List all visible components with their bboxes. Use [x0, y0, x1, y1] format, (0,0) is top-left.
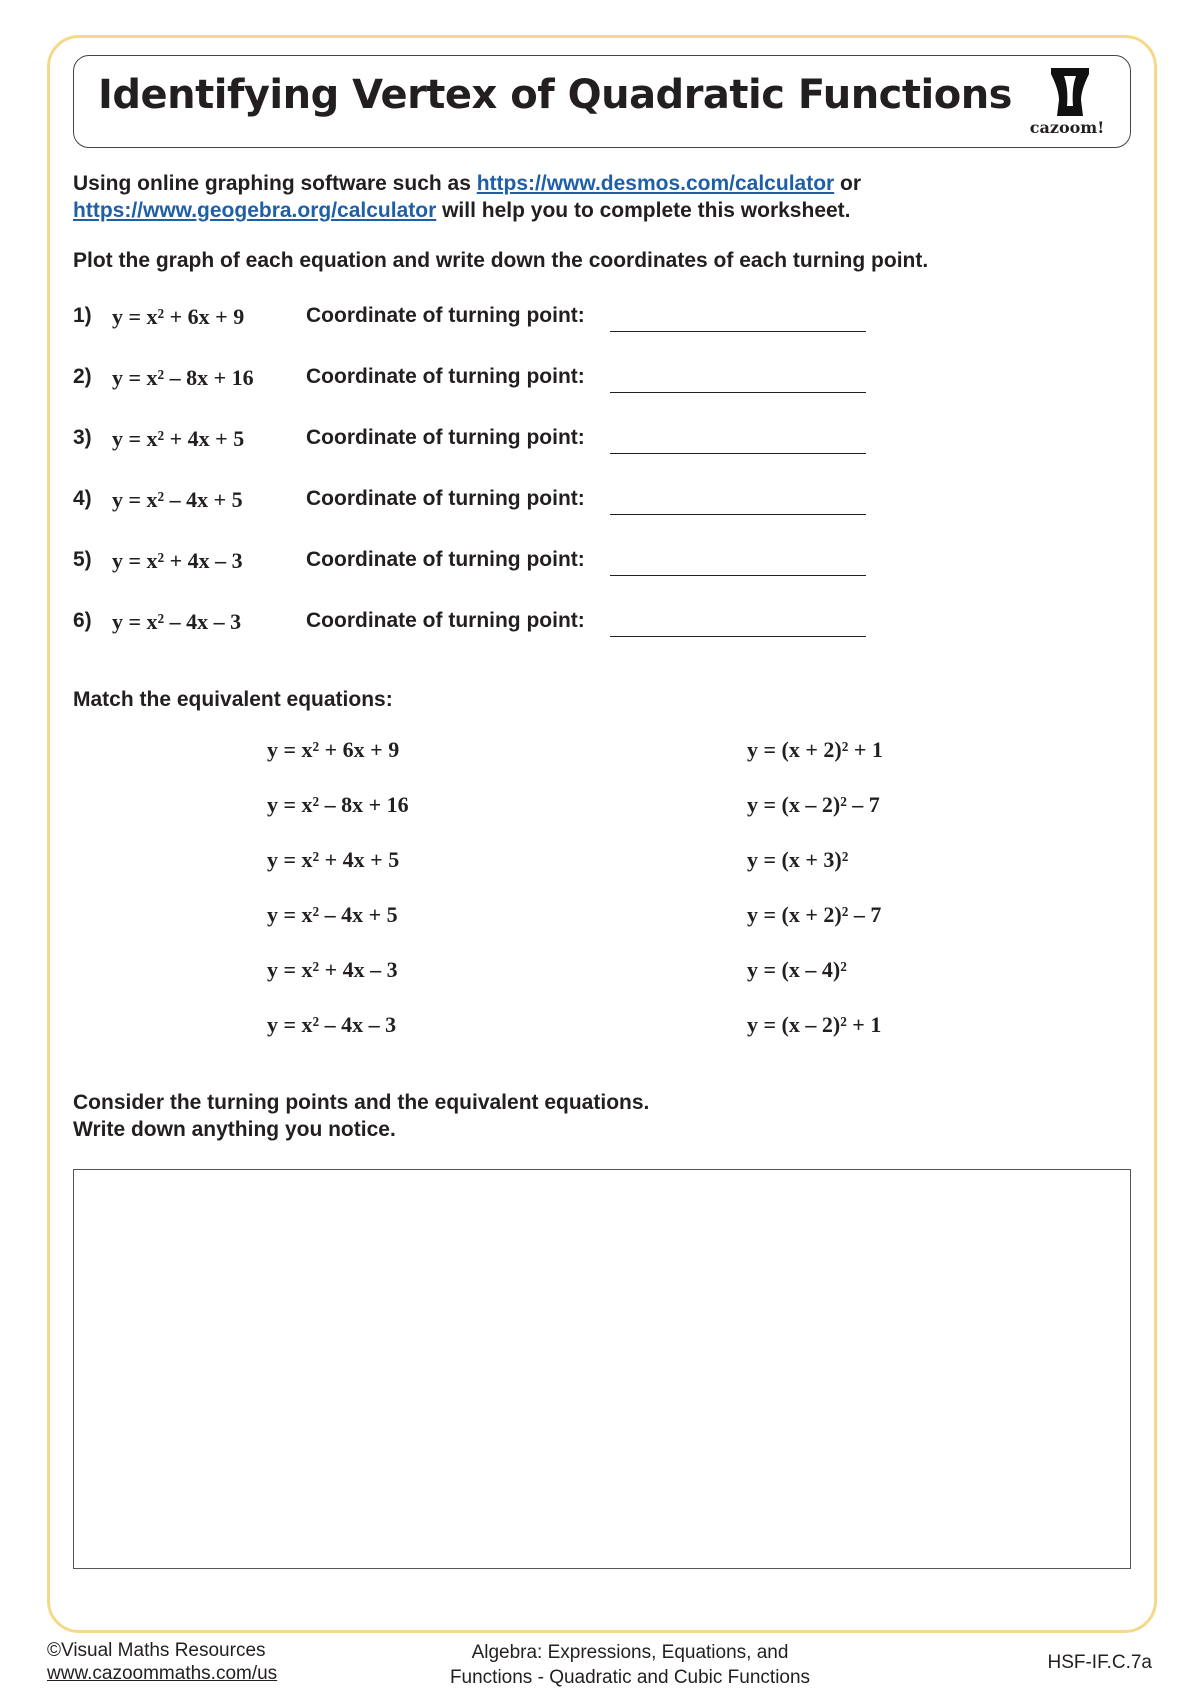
answer-line[interactable]: [610, 575, 866, 576]
page-title: Identifying Vertex of Quadratic Functions: [98, 72, 1012, 118]
question-number: 2): [73, 365, 92, 388]
turning-point-label: Coordinate of turning point:: [306, 365, 585, 388]
notice-answer-box[interactable]: [73, 1169, 1131, 1569]
match-right-equation: y = (x + 3)²: [747, 847, 849, 872]
question-row: [73, 365, 873, 395]
answer-line[interactable]: [610, 636, 866, 637]
question-row: [73, 487, 873, 517]
question-number: 5): [73, 548, 92, 571]
intro-suffix: will help you to complete this worksheet.: [436, 199, 851, 222]
footer-website-link[interactable]: www.cazoommaths.com/us: [47, 1663, 278, 1684]
question-row: [73, 304, 873, 334]
desmos-link[interactable]: https://www.desmos.com/calculator: [476, 172, 835, 195]
question-number: 4): [73, 487, 92, 510]
match-left-equation: y = x² – 8x + 16: [267, 792, 409, 817]
question-equation: y = x² + 4x – 3: [112, 548, 243, 573]
match-right-equation: y = (x + 2)² + 1: [747, 737, 883, 762]
answer-line[interactable]: [610, 453, 866, 454]
instructions: Plot the graph of each equation and write down the coordinates of each turning point.: [73, 249, 929, 272]
answer-line[interactable]: [610, 392, 866, 393]
question-equation: y = x² – 4x + 5: [112, 487, 243, 512]
cup-icon: [1047, 66, 1093, 118]
cazoom-logo: [1022, 66, 1112, 140]
answer-line[interactable]: [610, 331, 866, 332]
consider-line-1: Consider the turning points and the equivalent equations.: [73, 1091, 650, 1114]
intro-line-2: [73, 199, 851, 223]
intro-line-1: [73, 172, 861, 196]
turning-point-label: Coordinate of turning point:: [306, 487, 585, 510]
logo-text: cazoom!: [1029, 118, 1105, 137]
match-right-equation: y = (x – 2)² – 7: [747, 792, 880, 817]
question-equation: y = x² – 8x + 16: [112, 365, 254, 390]
match-left-equation: y = x² – 4x – 3: [267, 1012, 397, 1037]
question-equation: y = x² – 4x – 3: [112, 609, 242, 634]
geogebra-link[interactable]: https://www.geogebra.org/calculator: [73, 199, 437, 222]
intro-or: or: [834, 172, 862, 195]
question-number: 6): [73, 609, 92, 632]
question-row: [73, 426, 873, 456]
consider-line-2: Write down anything you notice.: [73, 1118, 396, 1141]
footer-topic: [380, 1640, 880, 1690]
title-box: [73, 55, 1131, 148]
match-left-equation: y = x² + 4x + 5: [267, 847, 400, 872]
match-heading: Match the equivalent equations:: [73, 688, 393, 711]
turning-point-label: Coordinate of turning point:: [306, 304, 585, 327]
question-row: [73, 548, 873, 578]
intro-prefix: Using online graphing software such as: [73, 172, 477, 195]
turning-point-label: Coordinate of turning point:: [306, 426, 585, 449]
footer-standard-code: HSF-IF.C.7a: [1047, 1652, 1152, 1673]
match-right-equation: y = (x + 2)² – 7: [747, 902, 882, 927]
match-left-equation: y = x² + 4x – 3: [267, 957, 398, 982]
turning-point-label: Coordinate of turning point:: [306, 548, 585, 571]
question-number: 3): [73, 426, 92, 449]
footer-topic-line-1: Algebra: Expressions, Equations, and: [471, 1642, 789, 1663]
question-row: [73, 609, 873, 639]
match-right-equation: y = (x – 2)² + 1: [747, 1012, 882, 1037]
question-number: 1): [73, 304, 92, 327]
match-right-equation: y = (x – 4)²: [747, 957, 847, 982]
match-left-equation: y = x² – 4x + 5: [267, 902, 398, 927]
question-equation: y = x² + 6x + 9: [112, 304, 245, 329]
footer-copyright: ©Visual Maths Resources: [47, 1640, 266, 1661]
answer-line[interactable]: [610, 514, 866, 515]
turning-point-label: Coordinate of turning point:: [306, 609, 585, 632]
match-left-equation: y = x² + 6x + 9: [267, 737, 400, 762]
footer-topic-line-2: Functions - Quadratic and Cubic Functions: [449, 1667, 811, 1688]
question-equation: y = x² + 4x + 5: [112, 426, 245, 451]
